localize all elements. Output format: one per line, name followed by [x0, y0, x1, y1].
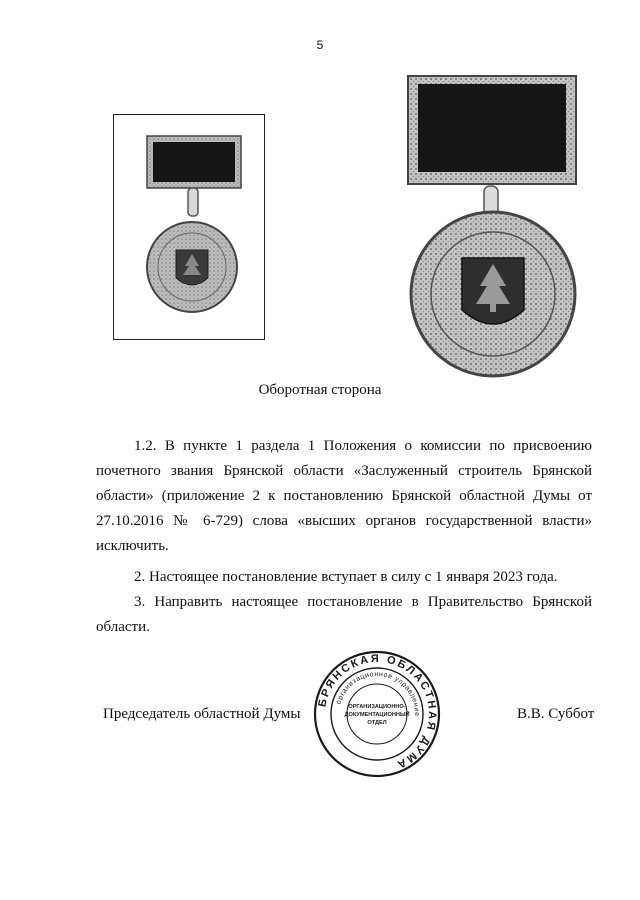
paragraph-1-2 [96, 434, 592, 559]
ribbon-dark [153, 142, 235, 182]
page-number: 5 [316, 38, 324, 52]
stamp-center-line-2: ДОКУМЕНТАЦИОННЫЙ [344, 712, 410, 718]
paragraph-3-text: 3. Направить настоящее постановление в Правительство Брянской области. [96, 594, 592, 635]
medal-image-small [113, 114, 265, 340]
signatory-name: В.В. Суббот [517, 706, 595, 722]
stamp-inner-text: организационное управление [335, 670, 421, 717]
signatory-position: Председатель областной Думы [103, 706, 301, 722]
paragraph-1-2-text: 1.2. В пункте 1 раздела 1 Положения о комиссии по присвоению почетного звания Брянской области «Заслуженный строитель Брянской области» (приложение 2 к постановлению Брянской областной Думы от 27.10.2016 № 6-729) слова «высших органов государственной власти» исключить. [96, 438, 592, 554]
paragraph-3 [96, 590, 592, 640]
paragraph-2 [96, 565, 592, 590]
stamp-center-line-1: ОРГАНИЗАЦИОННО- [348, 704, 406, 710]
stamp-outer-text: БРЯНСКАЯ ОБЛАСТНАЯ ДУМА [316, 652, 439, 772]
stamp-center-line-3: ОТДЕЛ [367, 720, 387, 726]
paragraph-2-text: 2. Настоящее постановление вступает в силу с 1 января 2023 года. [134, 569, 558, 585]
official-stamp [313, 650, 441, 778]
medal-image-large [400, 68, 590, 388]
medal-loop [188, 188, 198, 216]
figure-caption: Оборотная сторона [258, 382, 382, 398]
ribbon-dark [418, 84, 566, 172]
